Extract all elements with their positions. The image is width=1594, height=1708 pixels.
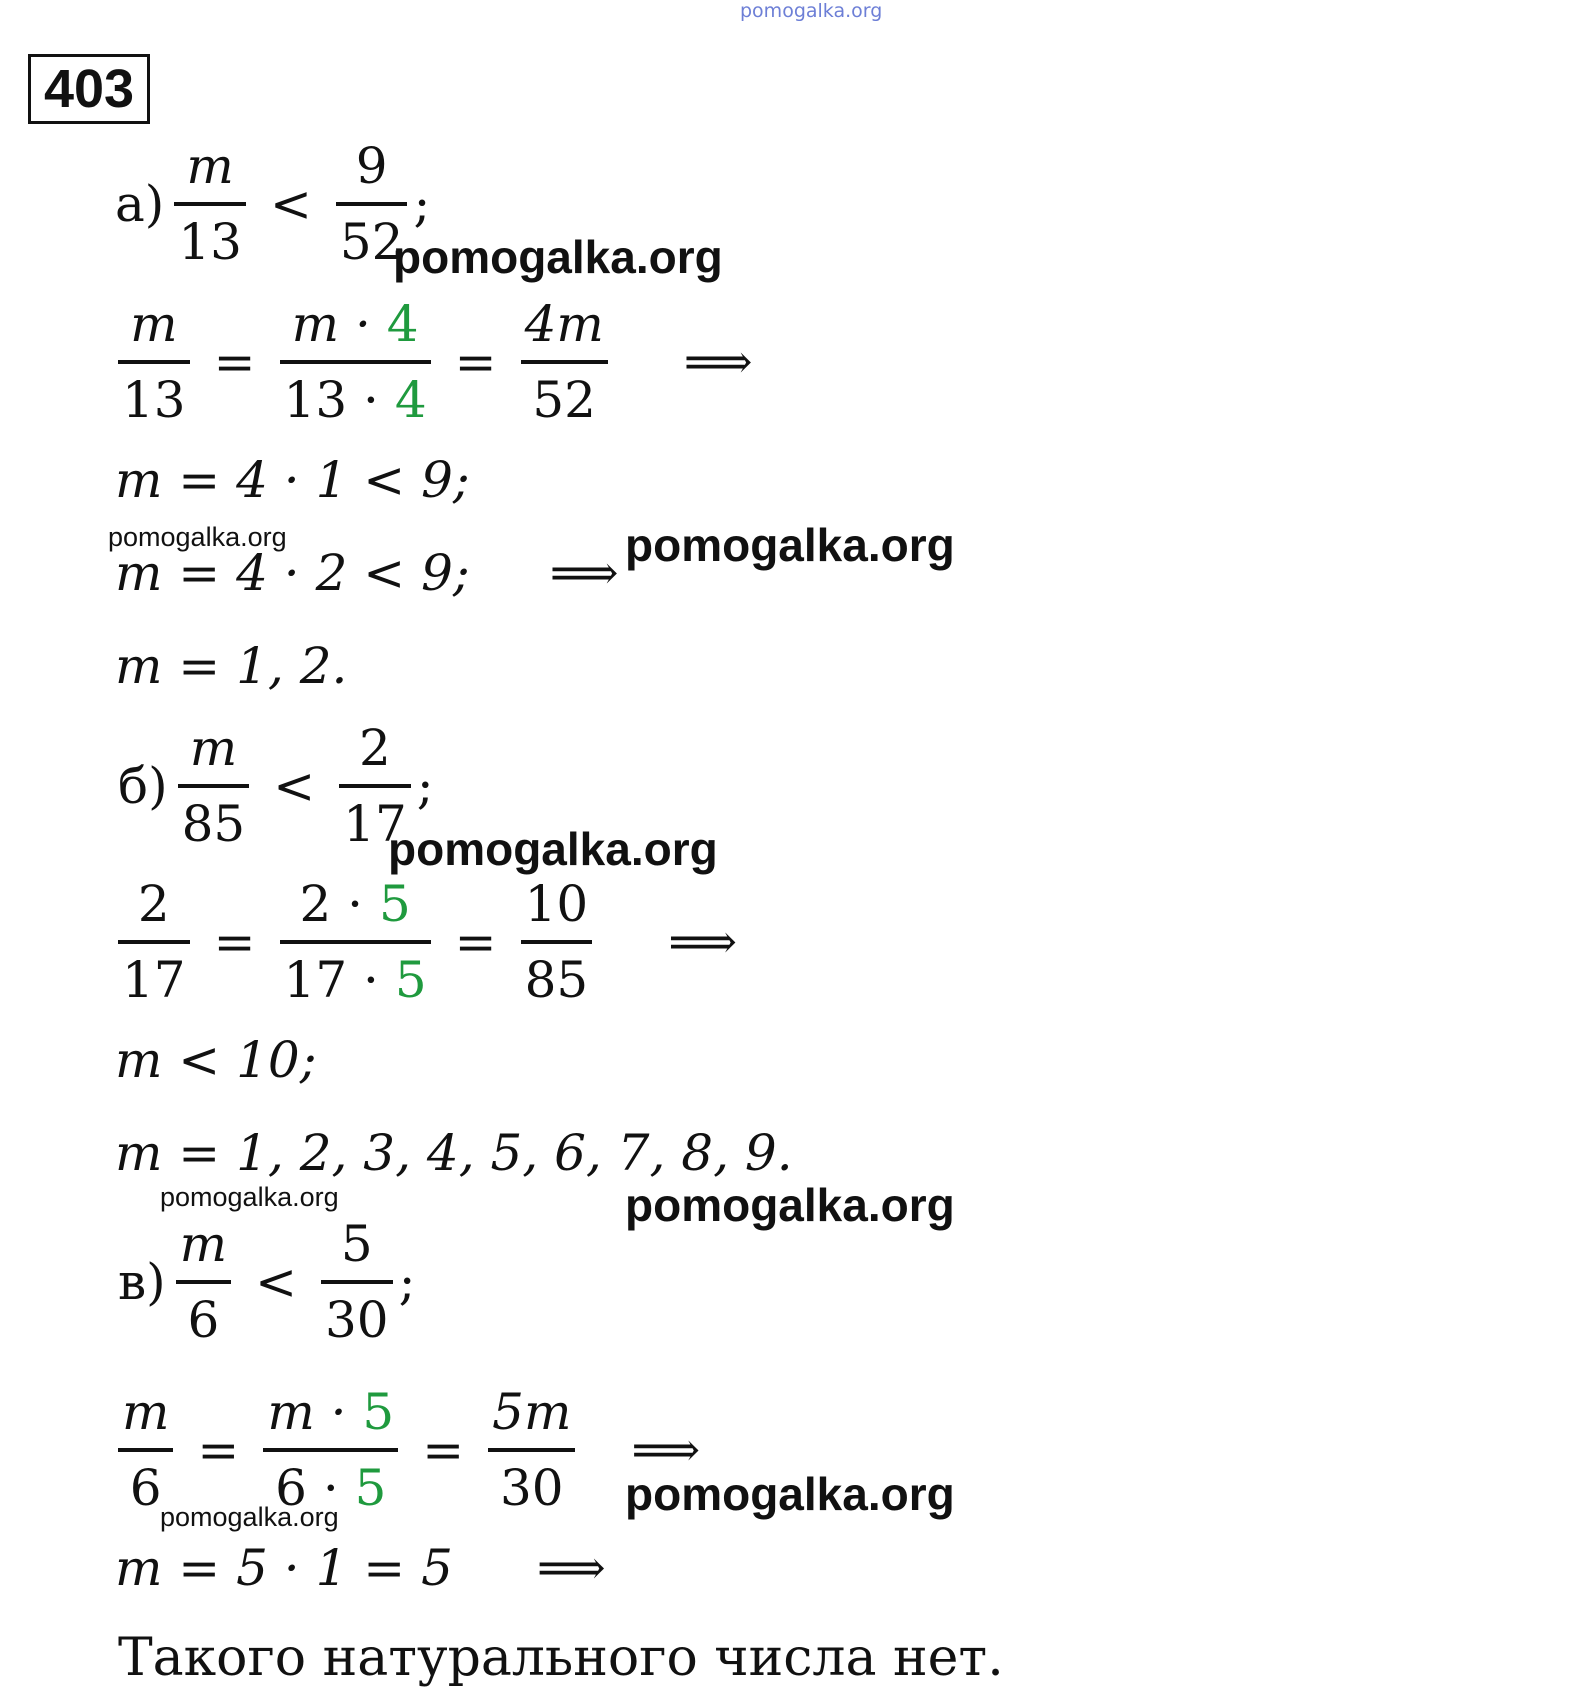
equals-sign: = (213, 913, 256, 971)
denominator: 17 (343, 795, 407, 853)
part-a-label: а) (115, 175, 165, 233)
fraction (488, 1376, 575, 1524)
part-a-line-2-row (115, 543, 619, 603)
numerator: 5m (492, 1383, 572, 1441)
multiplier: 5 (378, 875, 411, 933)
part-b-line-1: m < 10; (115, 1031, 317, 1089)
implies-arrow: ⟹ (536, 1540, 606, 1596)
numerator: m (179, 1215, 228, 1273)
denominator: 30 (499, 1459, 564, 1517)
semicolon: ; (413, 175, 431, 233)
part-b-inequality (118, 712, 434, 860)
watermark: pomogalka.org (160, 1182, 339, 1212)
denominator (280, 364, 431, 436)
denominator: 52 (339, 213, 404, 271)
numerator (288, 288, 423, 360)
denominator: 13 (178, 213, 242, 271)
less-than-sign: < (255, 1253, 297, 1311)
fraction (321, 1208, 393, 1356)
numerator: m (122, 1383, 170, 1441)
numerator-part: 2 · (299, 875, 379, 933)
denominator: 85 (524, 951, 589, 1009)
numerator (263, 1376, 398, 1448)
numerator (295, 868, 414, 940)
fraction (118, 288, 190, 436)
part-a-inequality (115, 130, 430, 278)
denominator: 52 (532, 371, 596, 429)
implies-arrow: ⟹ (631, 1422, 701, 1478)
numerator: m (189, 719, 238, 777)
equals-sign: = (422, 1421, 465, 1479)
fraction (178, 712, 250, 860)
denominator-part: 17 · (283, 951, 395, 1009)
equals-sign: = (213, 333, 256, 391)
numerator-part: m · (267, 1383, 363, 1441)
numerator: 5 (340, 1215, 373, 1273)
multiplier: 4 (386, 295, 419, 353)
part-c-line-1: m = 5 · 1 = 5 (115, 1539, 453, 1597)
part-a-line-2: m = 4 · 2 < 9; (115, 544, 470, 602)
part-b-answer: m = 1, 2, 3, 4, 5, 6, 7, 8, 9. (115, 1124, 793, 1182)
fraction (280, 288, 431, 436)
top-watermark: pomogalka.org (740, 0, 883, 22)
numerator: 9 (355, 137, 388, 195)
part-a-conversion (112, 288, 753, 436)
numerator: m (186, 137, 234, 195)
implies-arrow: ⟹ (549, 545, 619, 601)
semicolon: ; (416, 757, 434, 815)
fraction (176, 1208, 231, 1356)
watermark: pomogalka.org (625, 1468, 955, 1520)
part-c-label: в) (118, 1253, 166, 1311)
numerator-part: m · (291, 295, 387, 353)
denominator-part: 6 · (275, 1459, 355, 1517)
numerator: 4m (524, 295, 604, 353)
watermark: pomogalka.org (160, 1502, 339, 1532)
fraction (174, 130, 246, 278)
part-a-answer: m = 1, 2. (115, 637, 348, 695)
implies-arrow: ⟹ (683, 334, 753, 390)
part-a-line-1: m = 4 · 1 < 9; (115, 451, 470, 509)
equals-sign: = (454, 333, 497, 391)
numerator: 2 (359, 719, 391, 777)
denominator: 30 (324, 1291, 389, 1349)
denominator: 6 (187, 1291, 220, 1349)
part-b-label: б) (118, 757, 168, 815)
fraction (118, 868, 190, 1016)
numerator: 10 (524, 875, 589, 933)
final-answer: Такого натурального числа нет. (118, 1628, 1004, 1688)
implies-arrow: ⟹ (668, 914, 737, 970)
problem-number: 403 (28, 54, 150, 124)
part-c-line-1-row (115, 1538, 606, 1598)
equals-sign: = (197, 1421, 240, 1479)
numerator: 2 (137, 875, 170, 933)
watermark: pomogalka.org (388, 823, 718, 875)
fraction (280, 868, 431, 1016)
numerator: m (130, 295, 178, 353)
less-than-sign: < (269, 175, 312, 233)
watermark: pomogalka.org (625, 1179, 955, 1231)
denominator (280, 944, 431, 1016)
denominator: 13 (122, 371, 186, 429)
multiplier: 5 (362, 1383, 395, 1441)
denominator: 85 (181, 795, 246, 853)
denominator-part: 13 · (283, 371, 395, 429)
multiplier: 4 (394, 371, 427, 429)
watermark: pomogalka.org (625, 519, 955, 571)
fraction (521, 868, 593, 1016)
multiplier: 5 (394, 951, 427, 1009)
watermark: pomogalka.org (108, 522, 287, 552)
fraction (521, 288, 608, 436)
less-than-sign: < (273, 757, 316, 815)
multiplier: 5 (354, 1459, 387, 1517)
part-b-conversion (112, 868, 737, 1016)
part-c-inequality (118, 1208, 415, 1356)
denominator: 17 (122, 951, 186, 1009)
equals-sign: = (454, 913, 497, 971)
watermark: pomogalka.org (393, 231, 723, 283)
denominator: 6 (129, 1459, 162, 1517)
semicolon: ; (398, 1253, 416, 1311)
